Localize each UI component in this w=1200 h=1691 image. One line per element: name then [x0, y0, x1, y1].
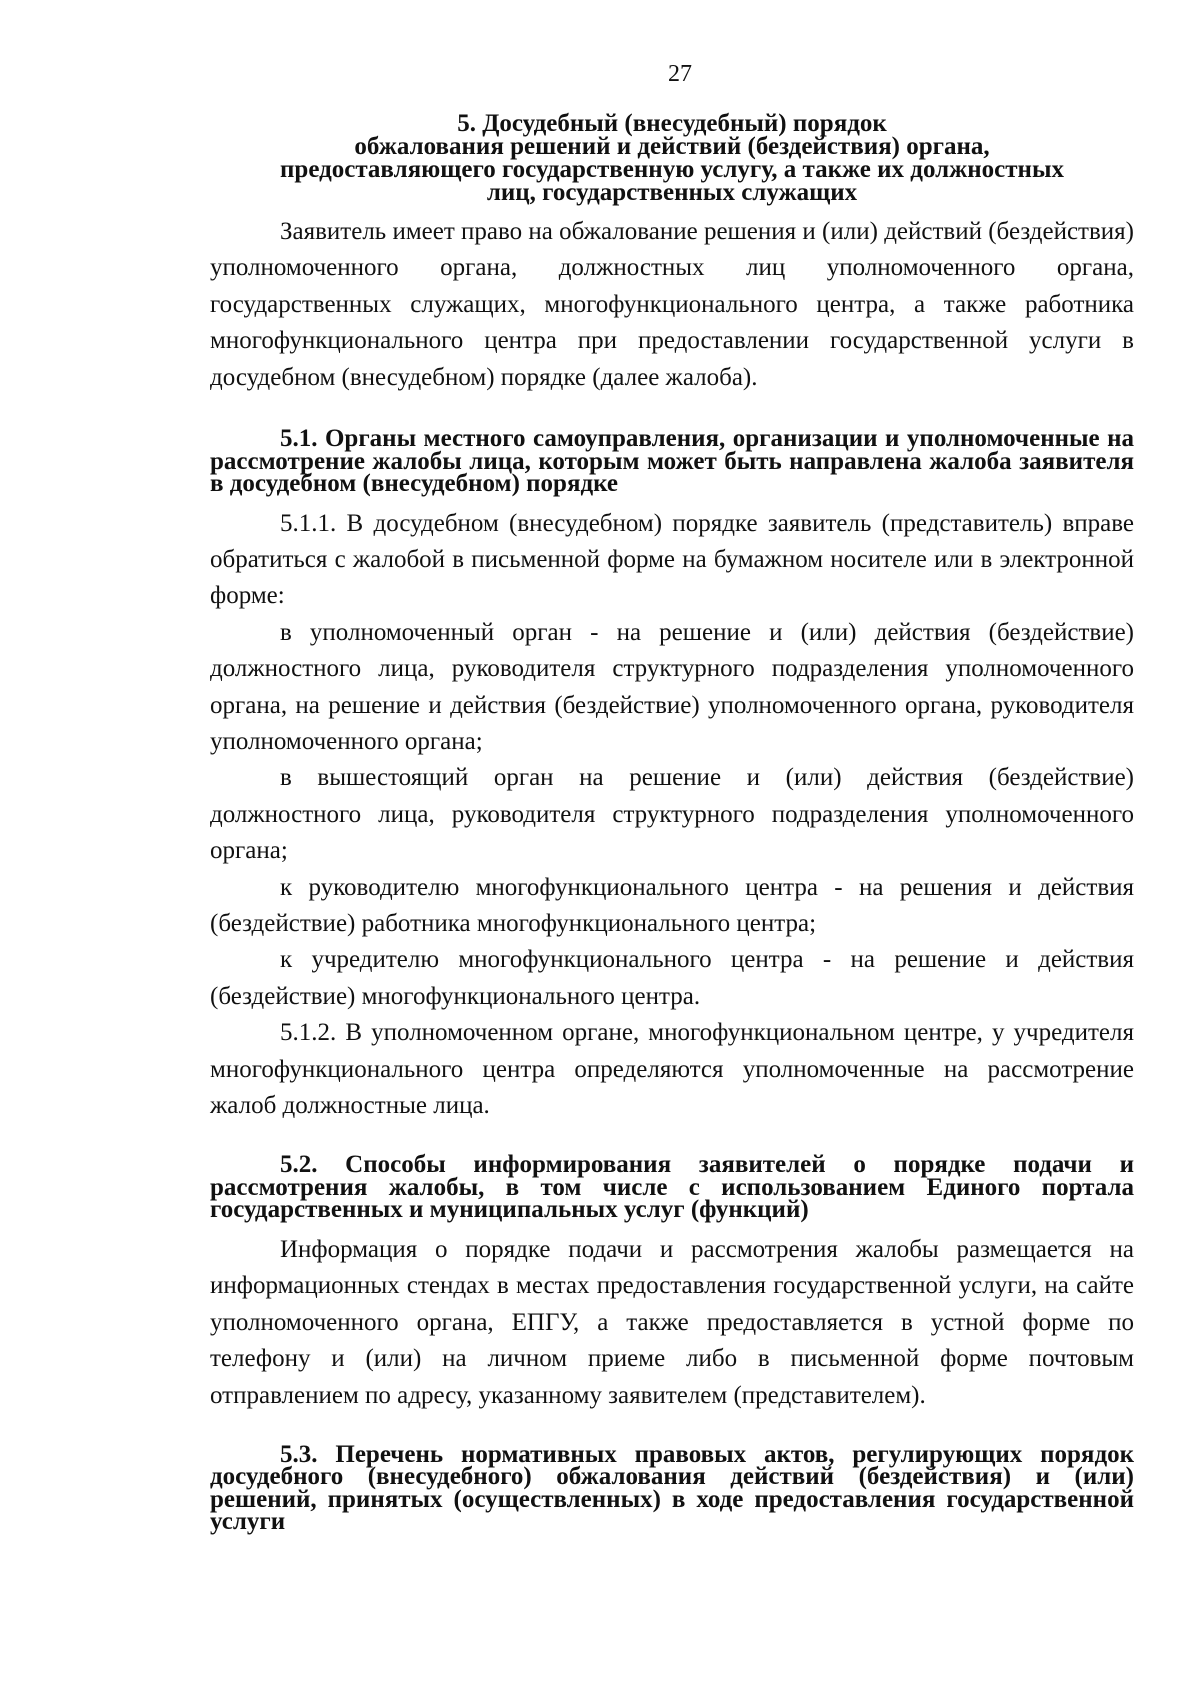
document-body [210, 112, 1134, 1534]
spacer [210, 1414, 1134, 1444]
page-number: 27 [668, 61, 692, 87]
section-5-intro-paragraph: Заявитель имеет право на обжалование решения и (или) действий (бездействия) уполномоченного органа, должностных лиц уполномоченного органа, государственных служащих, многофункционального центра, а также работника многофункционального центра при предоставлении государственной услуги в досудебном (внесудебном) порядке (далее жалоба). [210, 218, 1134, 391]
spacer [210, 1124, 1134, 1154]
section-5-1-heading: 5.1. Органы местного самоуправления, организации и уполномоченные на рассмотрение жалобы лица, которым может быть направлена жалоба заявителя в досудебном (внесудебном) порядке [210, 425, 1134, 498]
section-5-1-2-paragraph: 5.1.2. В уполномоченном органе, многофункциональном центре, у учредителя многофункционального центра определяются уполномоченные на рассмотрение жалоб должностные лица. [210, 1019, 1134, 1120]
list-item-mfc-head: к руководителю многофункционального центра - на решения и действия (бездействие) работника многофункционального центра; [210, 873, 1134, 937]
section-5-2-heading: 5.2. Способы информирования заявителей о порядке подачи и рассмотрения жалобы, в том числе с использованием Единого портала государственных и муниципальных услуг (функций) [210, 1151, 1134, 1224]
section-5-heading-line: предоставляющего государственную услугу, а также их должностных [280, 156, 1064, 183]
section-5-heading-line: 5. Досудебный (внесудебный) порядок [457, 110, 887, 137]
list-item-mfc-founder: к учредителю многофункционального центра - на решение и действия (бездействие) многофункционального центра. [210, 946, 1134, 1010]
list-item-higher-body: в вышестоящий орган на решение и (или) действия (бездействие) должностного лица, руководителя структурного подразделения уполномоченного органа; [210, 764, 1134, 865]
section-5-3-heading: 5.3. Перечень нормативных правовых актов, регулирующих порядок досудебного (внесудебного) обжалования действий (бездействия) и (или) решений, принятых (осуществленных) в ходе предоставления государственной услуги [210, 1440, 1134, 1536]
section-5-1-1-paragraph: 5.1.1. В досудебном (внесудебном) порядке заявитель (представитель) вправе обратиться с жалобой в письменной форме на бумажном носителе или в электронной форме: [210, 509, 1134, 610]
spacer [210, 396, 1134, 428]
section-5-heading [210, 112, 1134, 204]
section-5-2-paragraph: Информация о порядке подачи и рассмотрения жалобы размещается на информационных стендах в местах предоставления государственной услуги, на сайте уполномоченного органа, ЕПГУ, а также предоставляется в устной форме по телефону и (или) на личном приеме либо в письменной форме почтовым отправлением по адресу, указанному заявителем (представителем). [210, 1235, 1134, 1409]
list-item-authorized-body: в уполномоченный орган - на решение и (или) действия (бездействие) должностного лица, руководителя структурного подразделения уполномоченного органа, на решение и действия (бездействие) уполномоченного органа, руководителя уполномоченного органа; [210, 618, 1134, 755]
section-5-heading-line: обжалования решений и действий (бездействия) органа, [354, 133, 990, 160]
section-5-heading-line: лиц, государственных служащих [486, 179, 858, 206]
